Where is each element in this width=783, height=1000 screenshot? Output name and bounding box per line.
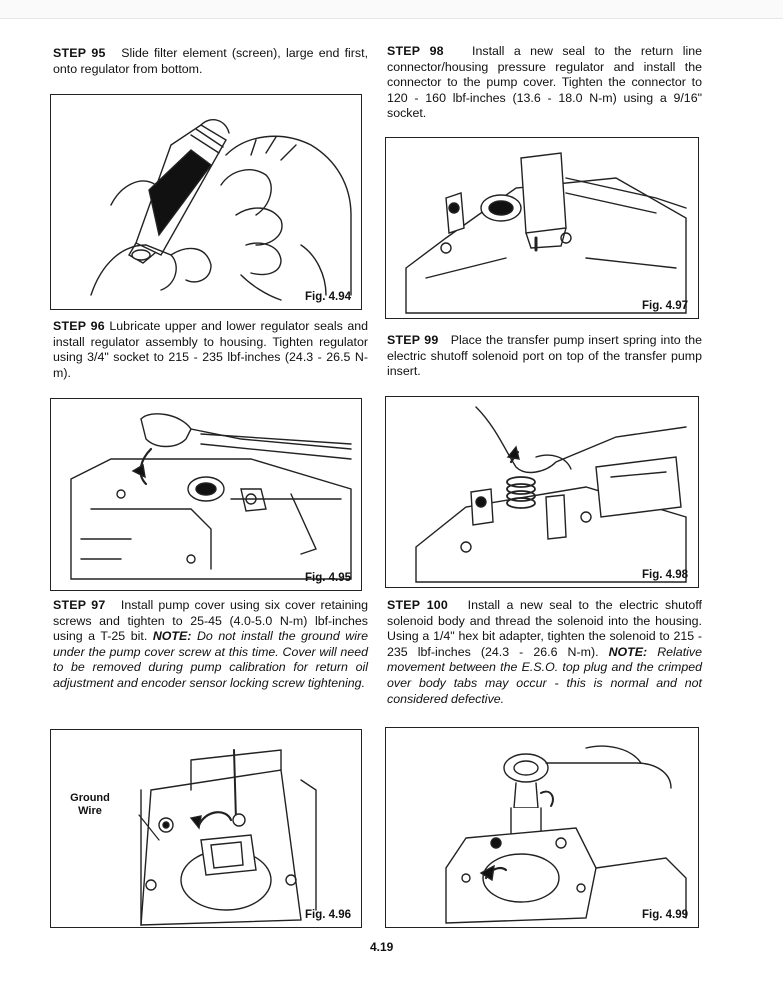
figure-caption: Fig. 4.99 bbox=[641, 909, 688, 921]
step-text: Install a new seal to the electric shutoff solenoid body and thread the solenoid into the housing. Using a 1/4" hex bit adapter, tighten the solenoid to 215 - 235 lbf-inches (24.3 - 26.6 N-m). bbox=[387, 598, 702, 659]
callout-line-1: Ground bbox=[70, 792, 110, 804]
regulator-filter-illustration bbox=[51, 95, 361, 309]
figure-caption: Fig. 4.97 bbox=[641, 300, 688, 312]
step-label: STEP 96 bbox=[53, 319, 105, 333]
figure-4-97 bbox=[385, 137, 699, 319]
figure-4-96 bbox=[50, 729, 362, 928]
figure-4-95 bbox=[50, 398, 362, 591]
figure-4-94 bbox=[50, 94, 362, 310]
transfer-pump-spring-illustration bbox=[386, 397, 698, 587]
step-text: Place the transfer pump insert spring into the electric shutoff solenoid port on top of the transfer pump insert. bbox=[387, 333, 702, 379]
step-96 bbox=[53, 319, 368, 381]
figure-4-98 bbox=[385, 396, 699, 588]
figure-caption: Fig. 4.94 bbox=[304, 291, 351, 303]
step-text: Slide filter element (screen), large end first, onto regulator from bottom. bbox=[53, 46, 369, 76]
regulator-housing-illustration bbox=[51, 399, 361, 590]
step-label: STEP 99 bbox=[387, 333, 439, 347]
figure-caption: Fig. 4.95 bbox=[304, 572, 351, 584]
step-label: STEP 95 bbox=[53, 46, 106, 60]
solenoid-install-illustration bbox=[386, 728, 698, 927]
callout-line-2: Wire bbox=[78, 805, 102, 817]
step-98 bbox=[387, 44, 702, 122]
note-text: Do not install the ground wire under the pump cover screw at this time. Cover will need to be removed during pump calibration for return oil adjustment and encoder sensor locking screw tightening. bbox=[53, 629, 368, 690]
note-text: Relative movement between the E.S.O. top plug and the crimped over body tabs may occur - this is normal and not considered defective. bbox=[387, 644, 702, 706]
step-text: Install a new seal to the return line connector/housing pressure regulator and install the connector to the pump cover. Tighten the connector to 120 - 160 lbf-inches (13.6 - 18.0 N-m) using a 9/16" socket. bbox=[387, 44, 702, 121]
step-text: Lubricate upper and lower regulator seals and install regulator assembly to housing. Tighten regulator using 3/4" socket to 215 - 235 lbf-inches (24.3 - 26.5 N-m). bbox=[53, 319, 368, 380]
top-edge bbox=[0, 0, 783, 19]
figure-4-99 bbox=[385, 727, 699, 928]
step-label: STEP 98 bbox=[387, 44, 444, 58]
return-line-connector-illustration bbox=[386, 138, 698, 318]
step-100 bbox=[387, 598, 702, 707]
step-99 bbox=[387, 333, 702, 380]
step-95 bbox=[53, 46, 368, 77]
ground-wire-callout bbox=[65, 792, 115, 818]
page-number: 4.19 bbox=[370, 940, 394, 954]
step-text: Install pump cover using six cover retaining screws and tighten to 25-45 (4.0-5.0 N-m) lbf-inches using a T-25 bit. bbox=[53, 598, 369, 644]
step-label: STEP 97 bbox=[53, 598, 106, 612]
step-97 bbox=[53, 598, 368, 692]
note-label: NOTE: bbox=[152, 629, 192, 644]
figure-caption: Fig. 4.98 bbox=[641, 569, 688, 581]
note-label: NOTE: bbox=[608, 644, 648, 659]
step-label: STEP 100 bbox=[387, 598, 448, 612]
pump-cover-illustration bbox=[51, 730, 361, 927]
figure-caption: Fig. 4.96 bbox=[304, 909, 351, 921]
